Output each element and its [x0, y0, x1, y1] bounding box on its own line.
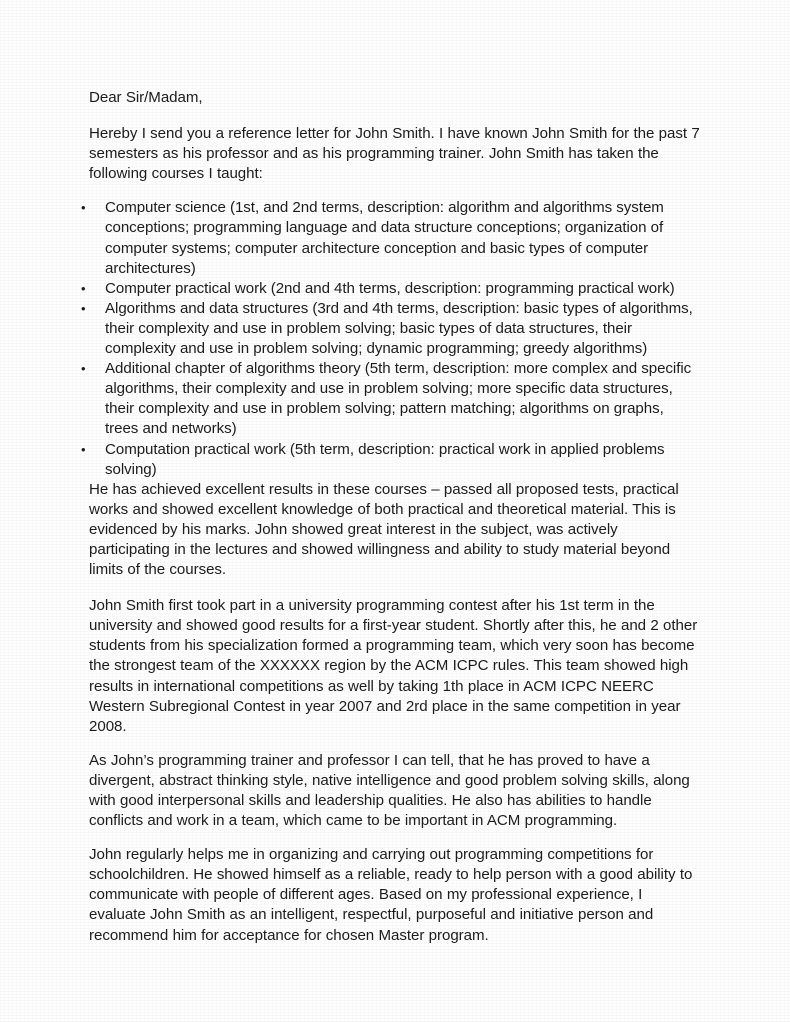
bullet-icon: •: [81, 280, 86, 296]
bullet-icon: •: [81, 200, 86, 216]
list-item: [79, 440, 701, 480]
paragraph-traits: As John’s programming trainer and professor I can tell, that he has proved to have a divergent, abstract thinking style, native intelligence and good problem solving skills, along with good interpersonal skills and leadership qualities. He also has abilities to handle conflicts and work in a team, which came to be important in ACM programming.: [89, 751, 690, 830]
letter-body: [81, 88, 701, 960]
paragraph-recommendation: John regularly helps me in organizing and carrying out programming competitions for schoolchildren. He showed himself as a reliable, ready to help person with a good ability to communicate with people of different ages. Based on my professional experience, I evaluate John Smith as an intelligent, respectful, purposeful and initiative person and recommend him for acceptance for chosen Master program.: [89, 846, 693, 944]
list-item: [79, 359, 701, 439]
list-item: [79, 279, 701, 299]
bullet-icon: •: [81, 300, 86, 316]
bullet-icon: •: [81, 441, 86, 457]
salutation: Dear Sir/Madam,: [89, 89, 203, 106]
list-item-text: Additional chapter of algorithms theory (5th term, description: more complex and specific algorithms, their complexity and use in problem solving; more specific data structures, their complexity and use in problem solving; pattern matching; algorithms on graphs, trees and networks): [105, 360, 692, 438]
list-item-text: Algorithms and data structures (3rd and 4th terms, description: basic types of algorithms, their complexity and use in problem solving; basic types of data structures, their complexity and use in problem solving; dynamic programming; greedy algorithms): [105, 299, 693, 358]
paragraph-results: He has achieved excellent results in these courses – passed all proposed tests, practical works and showed excellent knowledge of both practical and theoretical material. This is evidenced by his marks. John showed great interest in the subject, was actively participating in the lectures and showed willingness and ability to study material beyond limits of the courses.: [89, 480, 679, 579]
list-item-text: Computer practical work (2nd and 4th terms, description: programming practical work): [105, 279, 675, 297]
list-item: [79, 198, 701, 278]
paragraph-contests: John Smith first took part in a university programming contest after his 1st term in the university and showed good results for a first-year student. Shortly after this, he and 2 other students from his specialization formed a programming team, which very soon has become the strongest team of the XXXXXX region by the ACM ICPC rules. This team showed high results in international competitions as well by taking 1th place in ACM ICPC NEERC Western Subregional Contest in year 2007 and 2rd place in the same competition in year 2008.: [89, 597, 698, 735]
list-item-text: Computer science (1st, and 2nd terms, description: algorithm and algorithms system conceptions; programming language and data structure conceptions; organization of computer systems; computer architecture conception and basic types of computer architectures): [105, 199, 664, 277]
list-item-text: Computation practical work (5th term, description: practical work in applied problems solving): [105, 440, 665, 478]
list-item: [79, 299, 701, 359]
course-list: [81, 198, 701, 479]
bullet-icon: •: [81, 361, 86, 377]
intro-paragraph: Hereby I send you a reference letter for John Smith. I have known John Smith for the past 7 semesters as his professor and as his programming trainer. John Smith has taken the following courses I taught:: [89, 125, 700, 183]
